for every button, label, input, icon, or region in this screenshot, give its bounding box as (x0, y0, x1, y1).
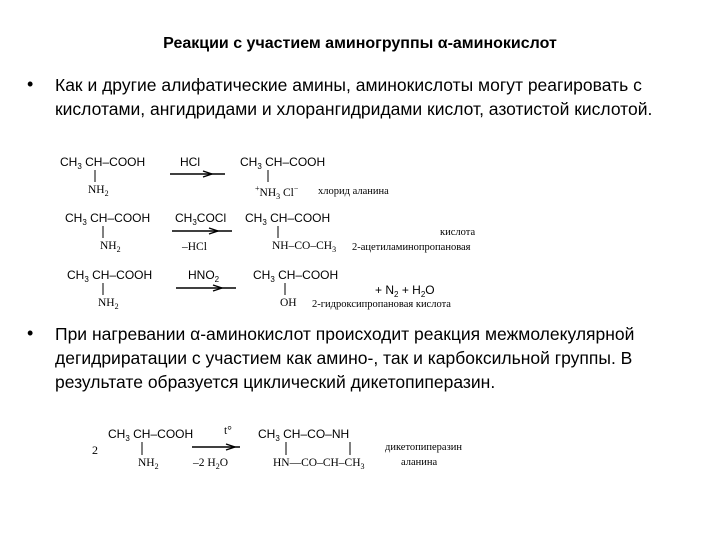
reaction-3-reactant: $CH_3$ CH–COOH (67, 268, 153, 284)
dimerization-coefficient: 2 (92, 443, 98, 457)
reaction-1-reactant: $CH_3$ CH–COOH (60, 155, 146, 171)
page-title: Реакции с участием аминогруппы α-аминокислот (163, 35, 557, 52)
reaction-3-reagent: $HNO_2$ (188, 268, 220, 284)
dimerization-product-top: $CH_3$ CH–CO–NH (258, 427, 350, 443)
reaction-1-reagent: HCl (180, 155, 200, 169)
reaction-1-product-ammonium: $^+NH_3$ Cl− (255, 184, 299, 201)
dimerization-byproduct: –2 $H_2O$ (193, 457, 228, 471)
reaction-2-reagent: $CH_3COCl$ (175, 211, 227, 227)
bullet-text-1: Как и другие алифатические амины, аминокислоты могут реагировать с кислотами, ангидридами и хлорангидридами кислот, азотистой кислотой. (55, 75, 653, 119)
reaction-2-product-amide: $NH-CO-CH_3$ (272, 240, 337, 254)
dimerization-product-bottom: $HN—CO-CH-CH_3$ (273, 457, 365, 471)
dimerization-product-name-2: аланина (401, 457, 438, 468)
dimerization-product-name: дикетопиперазин (385, 442, 462, 453)
reaction-2-reactant-amino: $NH_2$ (100, 240, 121, 254)
dimerization-reactant: $CH_3$ CH–COOH (108, 427, 194, 443)
dimerization-reactant-amino: $NH_2$ (138, 457, 159, 471)
dimerization-condition: t° (224, 425, 232, 437)
reaction-2-product-name: 2-ацетиламинопропановая (352, 242, 471, 253)
reaction-3-product-hydroxy: OH (280, 297, 297, 309)
reaction-2-product-name-extra: кислота (440, 227, 476, 238)
reaction-3-product-name: 2-гидроксипропановая кислота (312, 299, 451, 310)
reaction-2-reactant: $CH_3$ CH–COOH (65, 211, 151, 227)
bullet-marker: • (27, 323, 34, 343)
bullet-marker: • (27, 74, 34, 94)
reaction-3-reactant-amino: $NH_2$ (98, 297, 119, 311)
reaction-2-product: $CH_3$ CH–COOH (245, 211, 331, 227)
reaction-3-product: $CH_3$ CH–COOH (253, 268, 339, 284)
reaction-1-product: $CH_3$ CH–COOH (240, 155, 326, 171)
reaction-3-byproducts: + $N_2 + H_2O$ (375, 283, 435, 299)
reaction-1-reactant-amino: $NH_2$ (88, 184, 109, 198)
reaction-1-product-name: хлорид аланина (318, 186, 389, 197)
reaction-2-byproduct: –HCl (182, 241, 207, 253)
bullet-text-2: При нагревании α-аминокислот происходит реакция межмолекулярной дегидриратации с участием как амино-, так и карбоксильной группы. В результате образуется циклический дикетопиперазин. (55, 324, 635, 392)
